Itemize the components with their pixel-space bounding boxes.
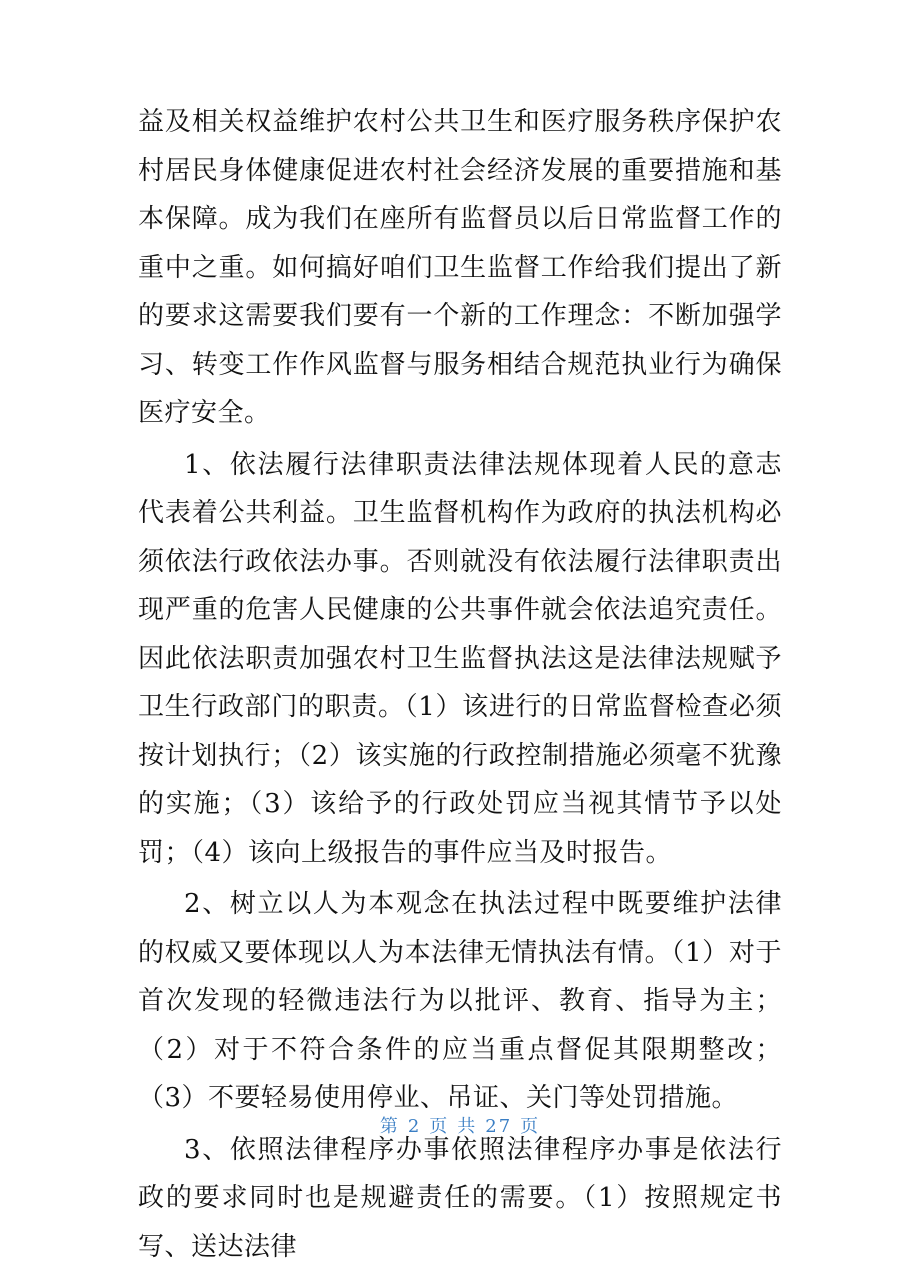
page-footer — [0, 1112, 920, 1138]
paragraph-item-1: 1、依法履行法律职责法律法规体现着人民的意志代表着公共利益。卫生监督机构作为政府的执法机构必须依法行政依法办事。否则就没有依法履行法律职责出现严重的危害人民健康的公共事件就会依法追究责任。因此依法职责加强农村卫生监督执法这是法律法规赋予卫生行政部门的职责。（1）该进行的日常监督检查必须按计划执行；（2）该实施的行政控制措施必须毫不犹豫的实施；（3）该给予的行政处罚应当视其情节予以处罚；（4）该向上级报告的事件应当及时报告。 — [138, 441, 782, 878]
document-body — [138, 98, 782, 1271]
page-label-prefix: 第 — [380, 1116, 400, 1137]
paragraph-item-3: 3、依照法律程序办事依照法律程序办事是依法行政的要求同时也是规避责任的需要。（1）按照规定书写、送达法律 — [138, 1126, 782, 1271]
paragraph-item-2: 2、树立以人为本观念在执法过程中既要维护法律的权威又要体现以人为本法律无情执法有情。（1）对于首次发现的轻微违法行为以批评、教育、指导为主；（2）对于不符合条件的应当重点督促其限期整改；（3）不要轻易使用停业、吊证、关门等处罚措施。 — [138, 880, 782, 1123]
page-label-suffix: 页 — [520, 1116, 540, 1137]
current-page-number: 2 — [408, 1116, 421, 1137]
page-label-mid: 页 — [429, 1116, 449, 1137]
total-label: 共 — [457, 1116, 477, 1137]
paragraph-continuation: 益及相关权益维护农村公共卫生和医疗服务秩序保护农村居民身体健康促进农村社会经济发展的重要措施和基本保障。成为我们在座所有监督员以后日常监督工作的重中之重。如何搞好咱们卫生监督工作给我们提出了新的要求这需要我们要有一个新的工作理念：不断加强学习、转变工作作风监督与服务相结合规范执业行为确保医疗安全。 — [138, 98, 782, 438]
total-pages-number: 27 — [485, 1116, 512, 1137]
